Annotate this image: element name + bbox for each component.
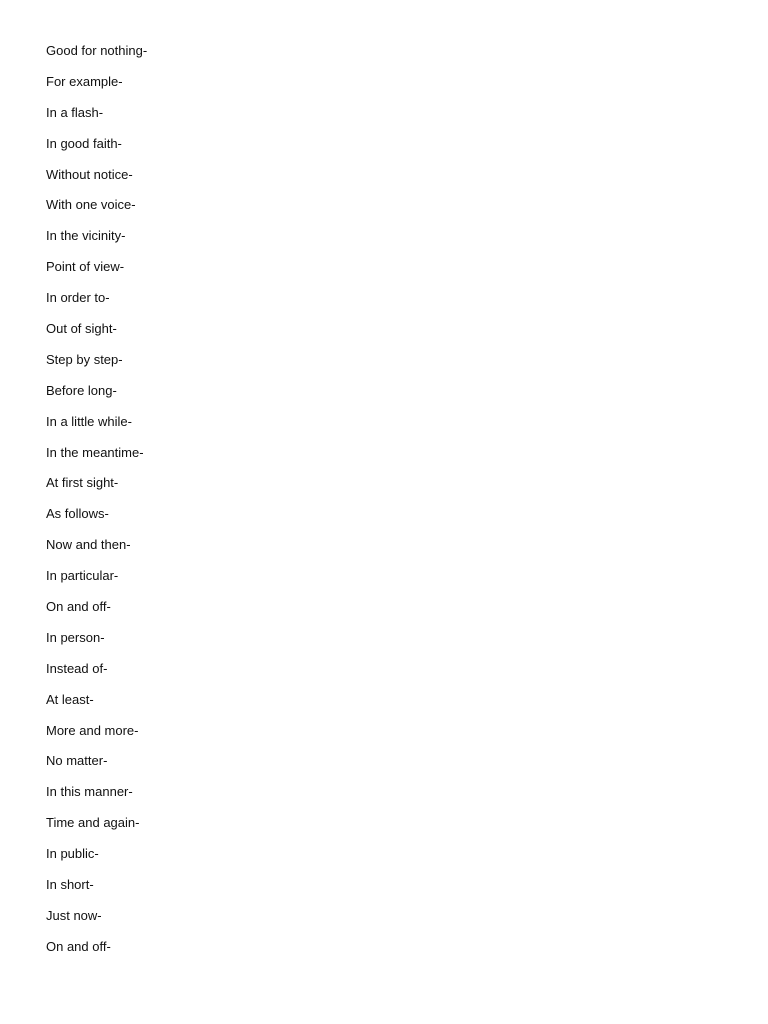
phrase-line: On and off-	[46, 938, 111, 954]
phrase-line: In the vicinity-	[46, 228, 126, 244]
phrase-line: Time and again-	[46, 815, 140, 831]
phrase-line: Now and then-	[46, 537, 131, 553]
phrase-line: Without notice-	[46, 166, 133, 182]
phrase-line: With one voice-	[46, 197, 136, 213]
phrase-line: No matter-	[46, 753, 108, 769]
phrase-line: For example-	[46, 73, 123, 89]
phrase-line: Just now-	[46, 907, 102, 923]
phrase-line: Good for nothing-	[46, 43, 148, 58]
phrase-line: Point of view-	[46, 259, 125, 275]
phrase-line: In a flash-	[46, 104, 104, 120]
phrase-list	[46, 41, 147, 968]
phrase-line: Step by step-	[46, 351, 123, 367]
phrase-line: In this manner-	[46, 784, 133, 800]
phrase-line: In public-	[46, 846, 99, 862]
phrase-line: Out of sight-	[46, 321, 117, 337]
phrase-line: As follows-	[46, 506, 109, 522]
phrase-line: More and more-	[46, 722, 139, 738]
phrase-line: In particular-	[46, 568, 119, 584]
phrase-line: On and off-	[46, 599, 111, 615]
phrase-line: In order to-	[46, 290, 110, 306]
phrase-line: At least-	[46, 691, 94, 707]
phrase-line: At first sight-	[46, 475, 119, 491]
phrase-line: Before long-	[46, 382, 117, 398]
phrase-line: In short-	[46, 877, 94, 893]
phrase-line: In the meantime-	[46, 444, 144, 460]
phrase-line: Instead of-	[46, 660, 108, 676]
phrase-line: In good faith-	[46, 135, 122, 151]
phrase-line: In a little while-	[46, 413, 132, 429]
phrase-line: In person-	[46, 629, 105, 645]
